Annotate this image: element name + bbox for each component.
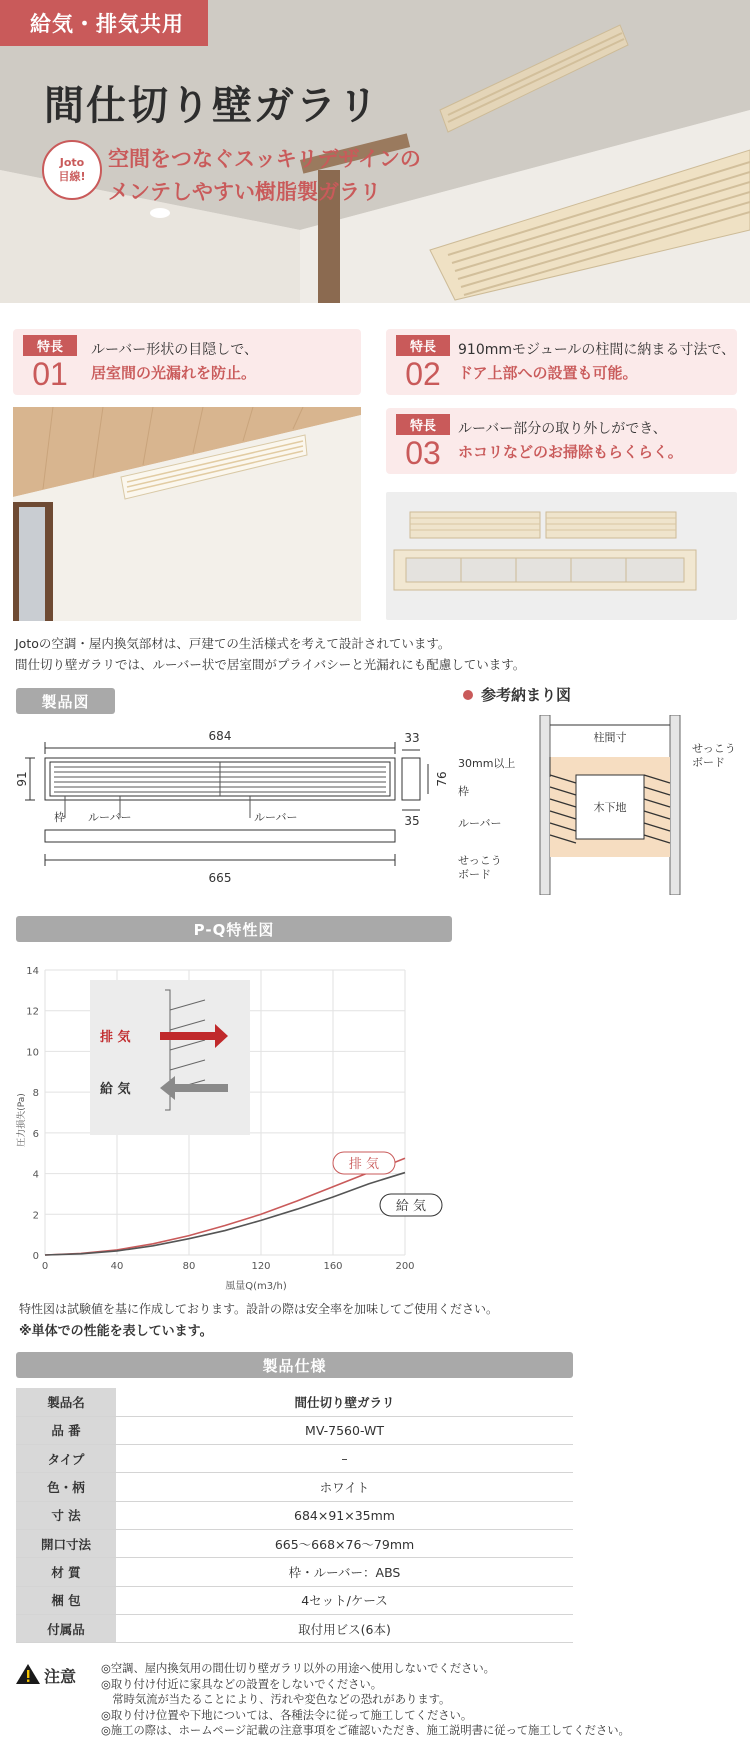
hero-banner: [0, 0, 750, 303]
chart-ylabel: 圧力損失(Pa): [17, 1093, 27, 1147]
chart-xlabel: 風量Q(m3/h): [225, 1281, 287, 1292]
installation-photo: [13, 407, 361, 621]
intro-line1: Jotoの空調・屋内換気部材は、戸建ての生活様式を考えて設計されています。: [15, 636, 451, 651]
page-title: 間仕切り壁ガラリ: [44, 83, 380, 129]
feature-text: [91, 339, 258, 385]
feature-number: 02: [405, 356, 441, 392]
spec-value: 枠・ルーバー：ABS: [116, 1558, 573, 1586]
pq-chart: [10, 950, 470, 1295]
spec-row: [16, 1473, 573, 1501]
hero-subtitle: [108, 143, 421, 208]
chart-note-bold: ※単体での性能を表しています。: [19, 1324, 213, 1339]
hero-subtitle-line2: メンテしやすい樹脂製ガラリ: [108, 179, 381, 204]
install-frame-label: 枠: [458, 785, 469, 798]
chart-note: 特性図は試験値を基に作成しております。設計の際は安全率を加味してご使用ください。: [19, 1302, 499, 1316]
chart-header: P-Q特性図: [16, 916, 452, 942]
install-louver-label: ルーバー: [458, 817, 502, 830]
spec-row: [16, 1529, 573, 1557]
install-board-top1: せっこう: [692, 742, 736, 755]
spec-key: タイプ: [16, 1445, 116, 1473]
install-board-bot1: せっこう: [458, 854, 502, 867]
feature-line2: 居室間の光漏れを防止。: [91, 364, 257, 383]
install-board-bot2: ボード: [458, 868, 491, 881]
feature-text: [458, 339, 735, 385]
product-drawing: [10, 720, 450, 890]
install-drawing: [458, 715, 750, 895]
dim-height: 91: [15, 771, 29, 787]
bullet-dot-icon: [463, 690, 473, 700]
parts-photo: [386, 492, 737, 620]
spec-value: –: [116, 1445, 573, 1473]
intro-line2: 間仕切り壁ガラリでは、ルーバー状で居室間がプライバシーと光漏れにも配慮しています。: [15, 656, 526, 672]
install-board-top2: ボード: [692, 756, 725, 769]
feature-01: [13, 329, 361, 395]
y-tick-label: 8: [32, 1088, 39, 1100]
spec-value: ホワイト: [116, 1473, 573, 1501]
install-pillar-label: 柱間寸: [593, 731, 627, 744]
x-tick-label: 120: [251, 1261, 271, 1272]
feature-line1: 910mmモジュールの柱間に納まる寸法で、: [458, 342, 736, 358]
spec-key: 品 番: [16, 1416, 116, 1444]
caution-item: ◎取り付け位置や下地については、各種法令に従って施工してください。: [101, 1708, 473, 1722]
spec-header: 製品仕様: [16, 1352, 573, 1378]
feature-03: [386, 408, 737, 474]
feature-label: 特長: [23, 335, 77, 356]
feature-number: 03: [405, 435, 441, 471]
spec-row: [16, 1501, 573, 1529]
legend-supply-label: 給 気: [395, 1199, 427, 1214]
spec-key: 梱 包: [16, 1586, 116, 1614]
install-drawing-header: [463, 684, 571, 705]
spec-key: 製品名: [16, 1388, 116, 1416]
spec-row: [16, 1416, 573, 1444]
feature-badge: [23, 335, 77, 392]
spec-value: 4セット/ケース: [116, 1586, 573, 1614]
caution-item: ◎取り付け付近に家具などの設置をしないでください。: [101, 1677, 382, 1691]
spec-value: 665〜668×76〜79mm: [116, 1529, 573, 1557]
hero-tag: 給気・排気共用: [0, 0, 208, 46]
spec-row: [16, 1586, 573, 1614]
x-tick-label: 40: [110, 1261, 124, 1272]
feature-02: [386, 329, 737, 395]
x-tick-label: 200: [395, 1261, 415, 1272]
install-drawing-title: 参考納まり図: [481, 686, 572, 704]
spec-key: 材 質: [16, 1558, 116, 1586]
feature-label: 特長: [396, 414, 450, 435]
install-30mm-label: 30mm以上: [458, 757, 516, 770]
y-tick-label: 4: [32, 1169, 39, 1181]
spec-key: 色・柄: [16, 1473, 116, 1501]
spec-value: 684×91×35mm: [116, 1501, 573, 1529]
spec-table: [16, 1388, 573, 1643]
feature-text: [458, 418, 683, 464]
inset-supply-label: 給 気: [100, 1082, 131, 1097]
spec-row: [16, 1388, 573, 1416]
y-tick-label: 12: [26, 1006, 39, 1018]
y-tick-label: 2: [32, 1210, 39, 1222]
feature-badge: [396, 335, 450, 392]
feature-badge: [396, 414, 450, 471]
feature-line1: ルーバー形状の目隠しで、: [91, 342, 259, 358]
series-line-supply: [45, 1173, 405, 1255]
caution-item: 常時気流が当たることにより、汚れや変色などの恐れがあります。: [101, 1693, 451, 1707]
hero-subtitle-line1: 空間をつなぐスッキリデザインの: [108, 147, 421, 171]
caution-list: [101, 1661, 630, 1739]
spec-row: [16, 1558, 573, 1586]
caution-label: 注意: [44, 1667, 77, 1686]
legend-exhaust-label: 排 気: [348, 1157, 380, 1172]
y-tick-label: 0: [32, 1251, 39, 1262]
feature-line2: ホコリなどのお掃除もらくらく。: [458, 443, 683, 462]
dim-inner: 665: [208, 871, 232, 885]
x-tick-label: 0: [41, 1261, 49, 1272]
joto-badge: [42, 140, 102, 200]
spec-key: 寸 法: [16, 1501, 116, 1529]
dim-side: 76: [435, 771, 449, 787]
label-frame: 枠: [54, 811, 65, 824]
install-wood-label: 木下地: [593, 801, 627, 814]
y-tick-label: 14: [26, 966, 39, 977]
caution-item: ◎空調、屋内換気用の間仕切り壁ガラリ以外の用途へ使用しないでください。: [101, 1662, 495, 1675]
feature-line2: ドア上部への設置も可能。: [458, 364, 638, 383]
caution-item: ◎施工の際は、ホームページ記載の注意事項をご確認いただき、施工説明書に従って施工してください。: [101, 1724, 630, 1738]
x-tick-label: 160: [323, 1261, 343, 1272]
joto-badge-line1: Joto: [59, 156, 85, 170]
feature-number: 01: [32, 356, 68, 392]
label-louver1: ルーバー: [88, 811, 132, 824]
dim-width: 684: [208, 729, 232, 743]
intro-text: [15, 634, 525, 675]
joto-badge-line2: 目線!: [58, 170, 86, 183]
spec-row: [16, 1614, 573, 1642]
y-tick-label: 6: [32, 1128, 39, 1140]
warning-icon: [15, 1663, 41, 1685]
dim-depth-bottom: 35: [404, 814, 420, 828]
spec-row: [16, 1445, 573, 1473]
dim-depth-top: 33: [404, 731, 420, 745]
feature-label: 特長: [396, 335, 450, 356]
spec-key: 開口寸法: [16, 1529, 116, 1557]
product-drawing-header: 製品図: [16, 688, 115, 714]
spec-value: MV-7560-WT: [116, 1416, 573, 1444]
feature-line1: ルーバー部分の取り外しができ、: [458, 421, 667, 437]
inset-exhaust-label: 排 気: [100, 1030, 131, 1045]
spec-value: 取付用ビス(6本): [116, 1614, 573, 1642]
x-tick-label: 80: [182, 1261, 196, 1272]
y-tick-label: 10: [26, 1047, 39, 1059]
label-louver2: ルーバー: [254, 811, 298, 824]
spec-value: 間仕切り壁ガラリ: [116, 1388, 573, 1416]
spec-key: 付属品: [16, 1614, 116, 1642]
